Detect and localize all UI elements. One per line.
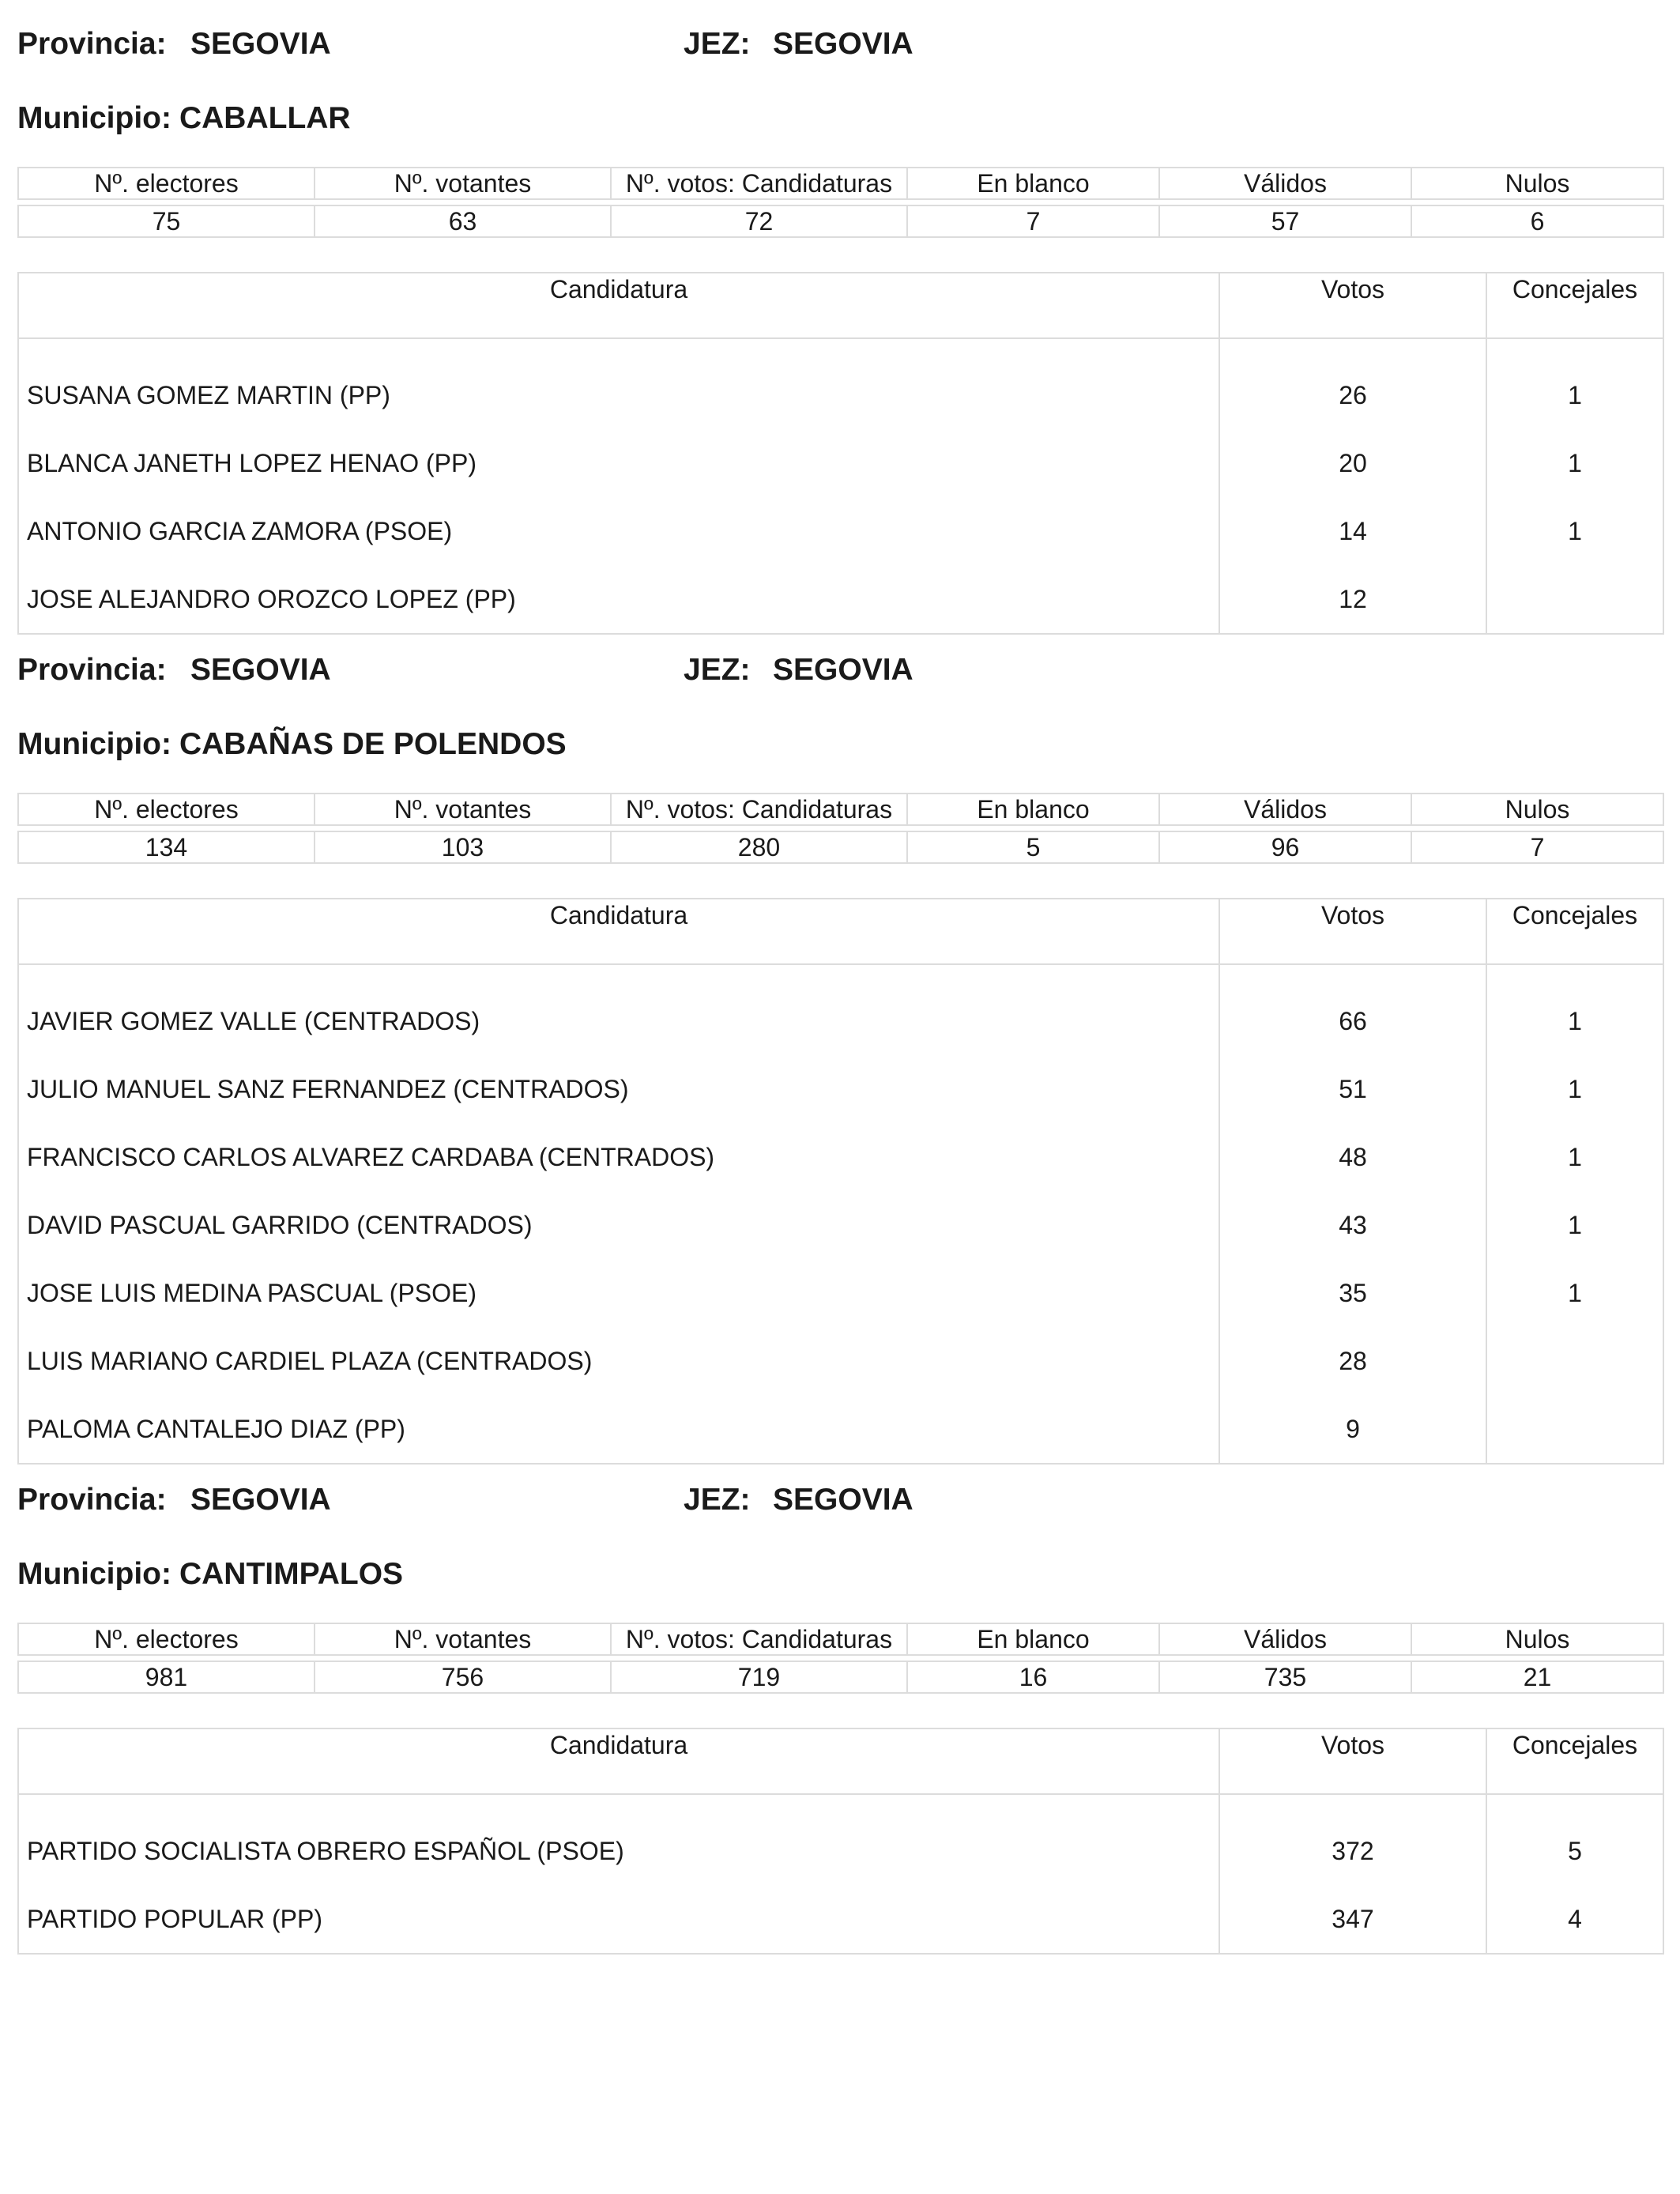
section-cabanas-de-polendos: [17, 648, 1663, 1443]
candidate-row: [18, 1191, 1663, 1259]
candidate-concejales: 1: [1486, 429, 1663, 497]
summary-header-cell: Nulos: [1411, 1623, 1663, 1655]
summary-header-row: [18, 1623, 1663, 1655]
summary-value-cell: 756: [315, 1661, 611, 1693]
concejales-header: Concejales: [1486, 1728, 1663, 1794]
candidate-name: JAVIER GOMEZ VALLE (CENTRADOS): [18, 964, 1219, 1055]
provincia-label: Provincia:: [17, 653, 167, 687]
candidate-row: [18, 338, 1663, 429]
candidate-name: ANTONIO GARCIA ZAMORA (PSOE): [18, 497, 1219, 565]
candidate-row: [18, 1885, 1663, 1954]
summary-value-cell: 7: [1411, 831, 1663, 863]
summary-header-cell: Válidos: [1159, 1623, 1411, 1655]
candidate-votos: 372: [1219, 1794, 1486, 1885]
candidate-concejales: 1: [1486, 1191, 1663, 1259]
candidate-votos: 12: [1219, 565, 1486, 634]
candidates-table: [17, 272, 1664, 635]
votos-header: Votos: [1219, 1728, 1486, 1794]
summary-value-cell: 5: [907, 831, 1159, 863]
jez-label: JEZ:: [684, 653, 751, 687]
header-line: [17, 648, 1663, 692]
candidate-votos: 43: [1219, 1191, 1486, 1259]
summary-header-cell: Nº. votos: Candidaturas: [611, 794, 907, 825]
summary-header-cell: Nulos: [1411, 794, 1663, 825]
summary-value-cell: 75: [18, 205, 315, 237]
provincia-value: SEGOVIA: [190, 1483, 331, 1517]
candidates-table: [17, 898, 1664, 1465]
summary-header-cell: Nº. votantes: [315, 794, 611, 825]
candidate-row: [18, 497, 1663, 565]
municipio-label: Municipio:: [17, 1557, 171, 1591]
candidate-concejales: 1: [1486, 338, 1663, 429]
summary-header-cell: Nº. votantes: [315, 168, 611, 199]
candidate-name: PALOMA CANTALEJO DIAZ (PP): [18, 1395, 1219, 1464]
candidate-votos: 35: [1219, 1259, 1486, 1327]
provincia-value: SEGOVIA: [190, 653, 331, 687]
candidate-row: [18, 1327, 1663, 1395]
summary-header-cell: Nº. electores: [18, 1623, 315, 1655]
candidate-votos: 51: [1219, 1055, 1486, 1123]
candidate-name: JOSE ALEJANDRO OROZCO LOPEZ (PP): [18, 565, 1219, 634]
candidate-name: PARTIDO SOCIALISTA OBRERO ESPAÑOL (PSOE): [18, 1794, 1219, 1885]
provincia-value: SEGOVIA: [190, 27, 331, 61]
municipio-value: CABAÑAS DE POLENDOS: [179, 727, 567, 761]
candidate-concejales: 1: [1486, 497, 1663, 565]
candidatura-header: Candidatura: [18, 1728, 1219, 1794]
candidatura-header: Candidatura: [18, 899, 1219, 964]
summary-header-cell: Nulos: [1411, 168, 1663, 199]
summary-value-cell: 103: [315, 831, 611, 863]
candidate-concejales: 1: [1486, 1055, 1663, 1123]
votos-header: Votos: [1219, 273, 1486, 338]
candidate-concejales: 1: [1486, 1123, 1663, 1191]
candidate-name: JOSE LUIS MEDINA PASCUAL (PSOE): [18, 1259, 1219, 1327]
candidate-votos: 20: [1219, 429, 1486, 497]
summary-header-cell: Nº. votantes: [315, 1623, 611, 1655]
summary-value-cell: 6: [1411, 205, 1663, 237]
municipio-label: Municipio:: [17, 101, 171, 135]
summary-value-cell: 21: [1411, 1661, 1663, 1693]
summary-value-cell: 981: [18, 1661, 315, 1693]
candidate-name: JULIO MANUEL SANZ FERNANDEZ (CENTRADOS): [18, 1055, 1219, 1123]
municipio-label: Municipio:: [17, 727, 171, 761]
candidate-name: BLANCA JANETH LOPEZ HENAO (PP): [18, 429, 1219, 497]
candidates-table: [17, 1728, 1664, 1955]
candidate-concejales: 4: [1486, 1885, 1663, 1954]
summary-value-cell: 280: [611, 831, 907, 863]
candidate-concejales: [1486, 565, 1663, 634]
jez-label: JEZ:: [684, 27, 751, 61]
section-cantimpalos: [17, 1478, 1663, 1933]
votos-header: Votos: [1219, 899, 1486, 964]
summary-value-row: [18, 1661, 1663, 1693]
candidate-votos: 28: [1219, 1327, 1486, 1395]
summary-value-cell: 16: [907, 1661, 1159, 1693]
candidate-row: [18, 964, 1663, 1055]
summary-value-cell: 96: [1159, 831, 1411, 863]
jez-value: SEGOVIA: [773, 27, 913, 61]
summary-value-cell: 7: [907, 205, 1159, 237]
jez-label: JEZ:: [684, 1483, 751, 1517]
summary-header-cell: En blanco: [907, 1623, 1159, 1655]
summary-header-cell: Válidos: [1159, 168, 1411, 199]
candidate-votos: 66: [1219, 964, 1486, 1055]
candidate-votos: 347: [1219, 1885, 1486, 1954]
header-line: [17, 1478, 1663, 1522]
candidate-row: [18, 1259, 1663, 1327]
summary-value-row: [18, 831, 1663, 863]
candidate-row: [18, 1395, 1663, 1464]
candidate-votos: 9: [1219, 1395, 1486, 1464]
candidate-concejales: 1: [1486, 1259, 1663, 1327]
candidate-row: [18, 1794, 1663, 1885]
candidatura-header: Candidatura: [18, 273, 1219, 338]
candidate-row: [18, 429, 1663, 497]
candidate-name: DAVID PASCUAL GARRIDO (CENTRADOS): [18, 1191, 1219, 1259]
candidate-concejales: 1: [1486, 964, 1663, 1055]
header-line: [17, 22, 1663, 66]
candidate-row: [18, 1123, 1663, 1191]
candidate-name: FRANCISCO CARLOS ALVAREZ CARDABA (CENTRADOS): [18, 1123, 1219, 1191]
summary-header-row: [18, 168, 1663, 199]
provincia-label: Provincia:: [17, 27, 167, 61]
summary-value-cell: 63: [315, 205, 611, 237]
candidate-concejales: [1486, 1327, 1663, 1395]
summary-header-cell: Nº. votos: Candidaturas: [611, 1623, 907, 1655]
summary-header-cell: Nº. votos: Candidaturas: [611, 168, 907, 199]
summary-value-cell: 735: [1159, 1661, 1411, 1693]
summary-header-cell: En blanco: [907, 168, 1159, 199]
municipio-line: [17, 1552, 403, 1596]
summary-value-cell: 719: [611, 1661, 907, 1693]
candidate-row: [18, 565, 1663, 634]
candidate-concejales: [1486, 1395, 1663, 1464]
candidate-votos: 48: [1219, 1123, 1486, 1191]
candidates-header-row: [18, 899, 1663, 964]
candidates-header-row: [18, 273, 1663, 338]
summary-table: [17, 167, 1664, 238]
candidate-name: PARTIDO POPULAR (PP): [18, 1885, 1219, 1954]
summary-header-row: [18, 794, 1663, 825]
jez-value: SEGOVIA: [773, 1483, 913, 1517]
summary-table: [17, 1623, 1664, 1694]
summary-header-cell: Nº. electores: [18, 168, 315, 199]
concejales-header: Concejales: [1486, 899, 1663, 964]
jez-value: SEGOVIA: [773, 653, 913, 687]
provincia-label: Provincia:: [17, 1483, 167, 1517]
candidate-name: SUSANA GOMEZ MARTIN (PP): [18, 338, 1219, 429]
candidate-votos: 26: [1219, 338, 1486, 429]
municipio-line: [17, 96, 351, 141]
concejales-header: Concejales: [1486, 273, 1663, 338]
candidate-name: LUIS MARIANO CARDIEL PLAZA (CENTRADOS): [18, 1327, 1219, 1395]
municipio-value: CABALLAR: [179, 101, 351, 135]
summary-table: [17, 793, 1664, 864]
municipio-line: [17, 722, 567, 767]
candidate-votos: 14: [1219, 497, 1486, 565]
section-caballar: [17, 22, 1663, 613]
summary-value-cell: 72: [611, 205, 907, 237]
summary-header-cell: En blanco: [907, 794, 1159, 825]
municipio-value: CANTIMPALOS: [179, 1557, 404, 1591]
summary-value-row: [18, 205, 1663, 237]
candidates-header-row: [18, 1728, 1663, 1794]
candidate-concejales: 5: [1486, 1794, 1663, 1885]
summary-header-cell: Válidos: [1159, 794, 1411, 825]
summary-header-cell: Nº. electores: [18, 794, 315, 825]
candidate-row: [18, 1055, 1663, 1123]
summary-value-cell: 134: [18, 831, 315, 863]
summary-value-cell: 57: [1159, 205, 1411, 237]
